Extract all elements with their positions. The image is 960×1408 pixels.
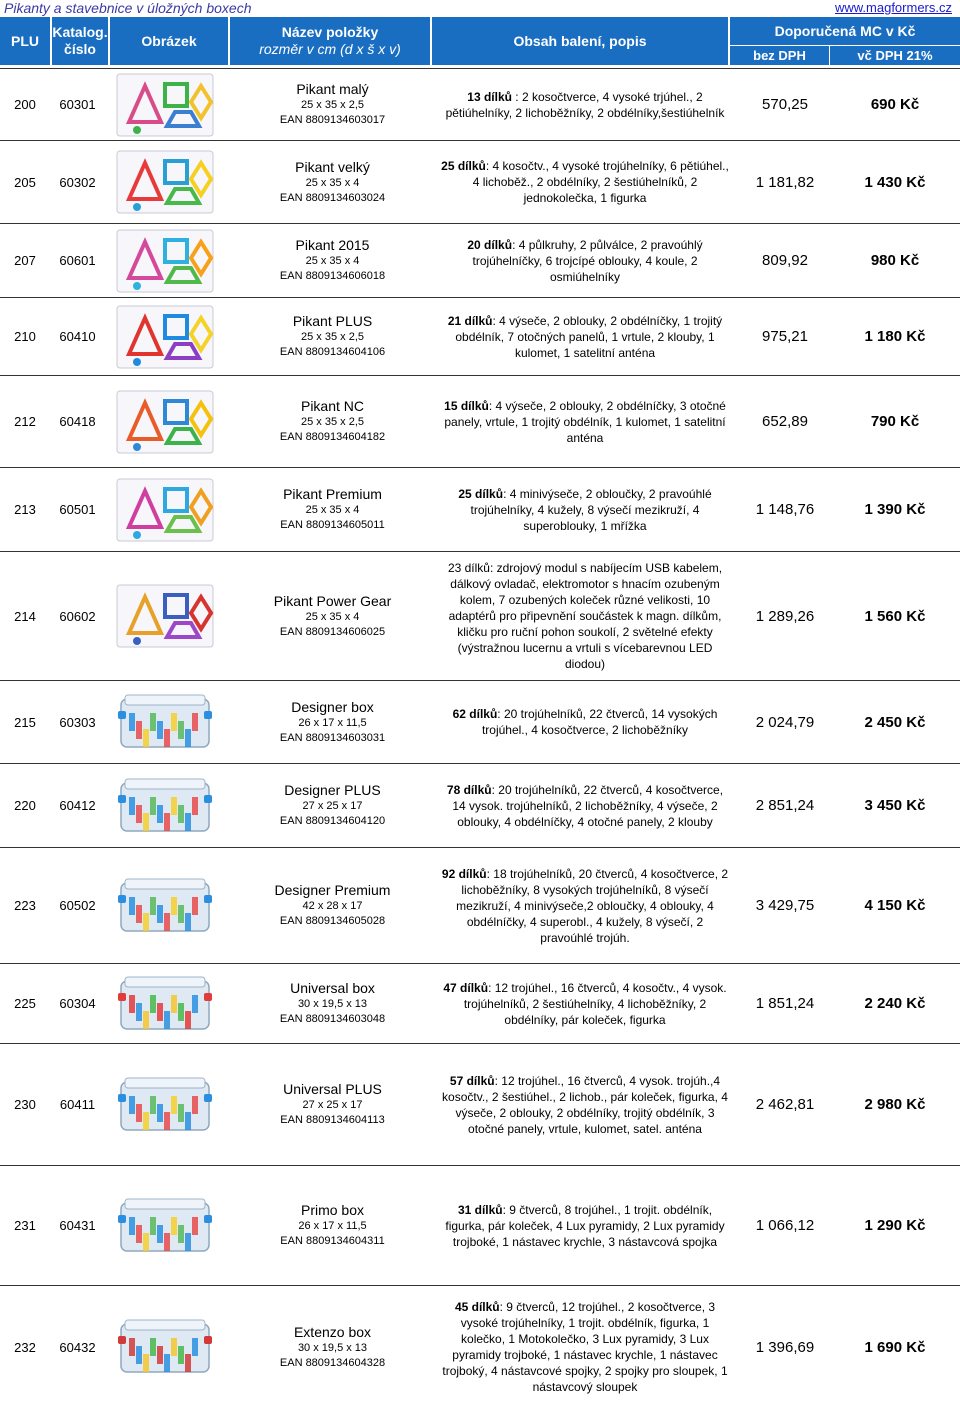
catalog-number-cell: 60303 (59, 714, 96, 730)
product-dimensions: 25 x 35 x 2,5 (301, 99, 364, 111)
product-image-cell (110, 298, 220, 375)
catalog-number-cell: 60432 (59, 1339, 96, 1355)
product-ean: EAN 8809134603031 (279, 731, 386, 744)
col-header-katalog: Katalog. číslo (52, 17, 108, 65)
product-image-cell (110, 764, 220, 847)
price-with-vat: 1 180 Kč (864, 328, 926, 345)
product-ean: EAN 8809134604113 (280, 1114, 385, 1126)
plu-cell: 214 (14, 608, 36, 624)
package-contents-cell (435, 298, 735, 375)
price-with-vat: 1 430 Kč (864, 173, 926, 191)
product-image-cell (110, 681, 220, 763)
product-dimensions: 27 x 25 x 17 (302, 800, 363, 812)
contents-text: : 4 minivýseče, 2 obloučky, 2 pravoúhlé trojúhelníky, 4 kužely, 8 výsečí mezikruží, 4 superoblouky, 1 mřížka (470, 486, 712, 533)
product-dimensions: 25 x 35 x 4 (305, 255, 360, 267)
product-image-cell (110, 1166, 220, 1285)
package-contents-cell (435, 681, 735, 763)
product-name: Pikant velký (295, 158, 370, 175)
price-without-vat: 1 289,26 (755, 607, 815, 625)
price-without-vat: 809,92 (762, 252, 808, 269)
table-row (0, 467, 960, 551)
product-name: Extenzo box (293, 1323, 372, 1340)
product-ean: EAN 8809134606018 (279, 270, 386, 282)
price-with-vat: 690 Kč (870, 96, 920, 113)
product-image-cell (110, 552, 220, 680)
piece-count: 25 dílků (458, 486, 504, 501)
table-row (0, 963, 960, 1043)
piece-count: 15 dílků (444, 398, 489, 413)
col-header-image: Obrázek (110, 17, 228, 65)
price-with-vat: 4 150 Kč (864, 897, 926, 914)
package-contents (439, 866, 731, 946)
product-image (115, 873, 215, 939)
package-contents-cell (435, 224, 735, 297)
piece-count: 25 dílků (441, 159, 486, 173)
product-name: Pikant NC (300, 398, 365, 414)
table-row (0, 551, 960, 680)
product-image (115, 389, 215, 455)
piece-count: 62 dílků (452, 707, 498, 721)
product-ean: EAN 8809134603017 (279, 114, 386, 126)
table-row (0, 297, 960, 375)
catalog-number-cell: 60301 (59, 97, 96, 112)
package-contents (439, 980, 731, 1028)
table-row (0, 1285, 960, 1408)
catalog-number-cell: 60411 (59, 1097, 96, 1112)
package-contents (439, 89, 731, 121)
package-contents-cell (435, 552, 735, 680)
piece-count: 78 dílků (446, 782, 492, 797)
price-with-vat: 980 Kč (870, 252, 920, 269)
product-image (115, 72, 215, 138)
contents-text: : 4 výseče, 2 oblouky, 2 obdélníčky, 3 otočné panely, vrtule, 1 trojitý obdélník, 1 kulomet, 1 satelitní anténa (444, 398, 726, 445)
price-without-vat: 1 851,24 (755, 995, 815, 1012)
package-contents-cell (435, 141, 735, 223)
product-dimensions: 25 x 35 x 2,5 (301, 331, 364, 343)
package-contents (439, 1073, 731, 1137)
piece-count: 20 dílků (467, 237, 513, 252)
product-image (115, 583, 215, 649)
table-row (0, 1043, 960, 1165)
product-name: Universal box (290, 980, 375, 996)
plu-cell: 205 (14, 174, 36, 190)
table-row (0, 140, 960, 223)
price-with-vat: 1 560 Kč (864, 607, 926, 625)
product-dimensions: 25 x 35 x 4 (305, 610, 360, 623)
table-row (0, 763, 960, 847)
plu-cell: 213 (14, 502, 36, 517)
plu-cell: 231 (14, 1218, 36, 1233)
price-without-vat: 1 148,76 (755, 501, 815, 518)
col-header-bez: bez DPH (730, 45, 830, 65)
table-row (0, 375, 960, 467)
package-contents-cell (435, 848, 735, 963)
contents-text: : 20 trojúhelníků, 22 čtverců, 14 vysokých trojúhel., 4 kosočtverce, 2 lichoběžníky (481, 707, 718, 737)
product-image-cell (110, 1286, 220, 1408)
product-name-cell (240, 141, 425, 223)
price-without-vat: 1 181,82 (755, 173, 815, 191)
product-image (115, 773, 215, 839)
package-contents (439, 398, 731, 446)
plu-cell: 207 (14, 253, 36, 268)
product-ean: EAN 8809134603048 (279, 1013, 386, 1025)
product-name-cell (240, 69, 425, 140)
price-without-vat: 3 429,75 (755, 897, 815, 914)
catalog-number-cell: 60410 (59, 329, 96, 344)
product-name-cell (240, 681, 425, 763)
product-ean: EAN 8809134604311 (280, 1235, 385, 1247)
product-dimensions: 25 x 35 x 2,5 (301, 416, 364, 428)
table-row (0, 223, 960, 297)
catalog-number-cell: 60431 (59, 1218, 96, 1233)
plu-cell: 232 (14, 1339, 36, 1355)
product-name-cell (240, 552, 425, 680)
product-dimensions: 25 x 35 x 4 (305, 504, 360, 516)
contents-text: : 9 čtverců, 8 trojúhel., 1 trojit. obdélník, figurka, pár koleček, 4 Lux pyramidy, 2 Lux pyramidy trojboké, 1 nástavec krychle, 3 nástavcová spojka (445, 1202, 725, 1249)
col-header-price (730, 17, 960, 65)
product-name-cell (240, 1286, 425, 1408)
product-image (115, 477, 215, 543)
package-contents-cell (435, 1044, 735, 1165)
price-with-vat: 1 390 Kč (864, 501, 926, 518)
package-contents (439, 158, 731, 206)
product-name: Primo box (300, 1202, 365, 1218)
plu-cell: 220 (14, 798, 36, 813)
plu-cell: 223 (14, 898, 36, 913)
catalog-number-cell: 60602 (59, 608, 96, 624)
product-dimensions: 26 x 17 x 11,5 (298, 716, 367, 729)
col-header-name: Název položky rozměr v cm (d x š x v) (230, 17, 430, 65)
product-name-cell (240, 468, 425, 551)
price-with-vat: 1 690 Kč (864, 1338, 926, 1356)
catalog-number-cell: 60304 (59, 996, 96, 1011)
table-row (0, 1165, 960, 1285)
contents-text: 23 dílků: zdrojový modul s nabíjecím USB kabelem, dálkový ovladač, elektromotor s hnacím ozubeným kolem, 7 ozubených koleček různé velikosti, 10 adaptérů pro připevnění součástek k magn. dílkům, kličku pro ruční pohon soukolí, 2 světelné efekty (výstražnou lucernu a vrtuli s vícebarevnou LED diodou) (447, 561, 723, 671)
product-image-cell (110, 468, 220, 551)
product-ean: EAN 8809134604106 (279, 346, 386, 358)
price-with-vat: 2 240 Kč (864, 995, 926, 1012)
piece-count: 92 dílků (441, 866, 487, 881)
catalog-number-cell: 60502 (59, 898, 96, 913)
package-contents (439, 782, 731, 830)
product-name: Pikant Premium (283, 486, 382, 502)
product-image-cell (110, 69, 220, 140)
top-bar (0, 0, 960, 16)
table-row (0, 847, 960, 963)
package-contents (439, 1299, 731, 1395)
product-image (115, 971, 215, 1037)
product-name: Pikant PLUS (292, 313, 373, 329)
piece-count: 31 dílků (457, 1202, 503, 1217)
product-image (115, 1072, 215, 1138)
contents-text: : 20 trojúhelníků, 22 čtverců, 4 kosočtverce, 14 vysok. trojúhelníků, 2 lichoběžníky, 4 výseče, 2 oblouky, 4 obdélníčky, 4 otočné panely, 2 klouby (452, 782, 724, 829)
plu-cell: 212 (14, 414, 36, 429)
catalog-number-cell: 60418 (59, 414, 96, 429)
contents-text: : 18 trojúhelníků, 20 čtverců, 4 kosočtverce, 2 lichoběžníky, 8 vysokých trojúhelníků, 8 výsečí mezikruží, 4 minivýseče,2 obloučky, 4 oblouky, 4 obdélníčky, 4 superobl., 4 kužely, 8 výsečí, 2 pravoúhlé trojúh. (456, 866, 729, 945)
contents-text: : 4 výseče, 2 oblouky, 2 obdélníčky, 1 trojitý obdélník, 7 otočných panelů, 1 vrtule, 2 klouby, 1 kulomet, 1 satelitní anténa (455, 313, 723, 360)
package-contents (439, 560, 731, 672)
package-contents (439, 1202, 731, 1250)
table-row (0, 68, 960, 140)
package-contents-cell (435, 69, 735, 140)
piece-count: 47 dílků (443, 980, 489, 995)
price-with-vat: 790 Kč (870, 413, 920, 430)
price-with-vat: 1 290 Kč (864, 1217, 926, 1234)
product-name-cell (240, 1044, 425, 1165)
price-without-vat: 570,25 (762, 96, 808, 113)
price-without-vat: 1 066,12 (755, 1217, 815, 1234)
piece-count: 21 dílků (447, 313, 493, 328)
contents-text: : 2 kosočtverce, 4 vysoké trjúhel., 2 pětiúhelníky, 2 lichoběžníky, 2 obdélníky,šestiúhelník (445, 89, 725, 120)
contents-text: : 4 půlkruhy, 2 půlválce, 2 pravoúhlý trojúhelníčky, 6 trojcípé oblouky, 4 koule, 2 osmiúhelníky (472, 237, 703, 284)
product-dimensions: 26 x 17 x 11,5 (298, 1220, 367, 1232)
table-row (0, 680, 960, 763)
product-image (115, 689, 215, 755)
catalog-number-cell: 60302 (59, 174, 96, 190)
price-with-vat: 2 450 Kč (864, 713, 926, 731)
package-contents-cell (435, 1166, 735, 1285)
product-ean: EAN 8809134604182 (279, 431, 386, 443)
product-name: Designer Premium (274, 882, 391, 898)
catalog-number-cell: 60501 (59, 502, 96, 517)
price-without-vat: 975,21 (762, 328, 808, 345)
product-ean: EAN 8809134604328 (279, 1356, 386, 1369)
price-without-vat: 2 024,79 (755, 713, 815, 731)
product-dimensions: 25 x 35 x 4 (305, 176, 360, 189)
package-contents-cell (435, 376, 735, 467)
plu-cell: 200 (14, 97, 36, 112)
price-without-vat: 2 462,81 (755, 1096, 815, 1113)
contents-text: : 9 čtverců, 12 trojúhel., 2 kosočtverce, 3 vysoké trojúhelníky, 1 trojit. obdélník, figurka, 1 kolečko, 1 Motokolečko, 3 Lux pyramidy, 3 Lux pyramidy trojboké, 1 nástavec krychle, 1 nástavec trojboký, 4 nástavcové spojky, 2 spojky pro sloupek, 1 nástavcový sloupek (442, 1300, 728, 1394)
col-header-plu: PLU (0, 17, 50, 65)
price-without-vat: 1 396,69 (755, 1338, 815, 1356)
product-image (115, 304, 215, 370)
product-name-cell (240, 764, 425, 847)
piece-count: 57 dílků (449, 1073, 495, 1088)
price-without-vat: 2 851,24 (755, 797, 815, 814)
document-title: Pikanty a stavebnice v úložných boxech (4, 0, 252, 16)
catalog-number-cell: 60601 (59, 253, 96, 268)
plu-cell: 230 (14, 1097, 36, 1112)
product-ean: EAN 8809134604120 (279, 815, 386, 827)
contents-text: : 12 trojúhel., 16 čtverců, 4 kosočtv., 4 vysok. trojúhelníků, 2 šestiúhelníky, 4 lichoběžníky, 2 obdélníky, pár koleček, figurka (463, 980, 727, 1027)
package-contents (439, 486, 731, 534)
product-ean: EAN 8809134605011 (280, 519, 385, 531)
product-dimensions: 27 x 25 x 17 (302, 1099, 363, 1111)
package-contents-cell (435, 764, 735, 847)
product-name-cell (240, 224, 425, 297)
product-image-cell (110, 224, 220, 297)
col-header-desc: Obsah balení, popis (432, 17, 728, 65)
product-image-cell (110, 376, 220, 467)
product-name: Pikant Power Gear (273, 592, 392, 609)
package-contents-cell (435, 468, 735, 551)
product-name-cell (240, 964, 425, 1043)
plu-cell: 215 (14, 714, 36, 730)
plu-cell: 225 (14, 996, 36, 1011)
product-image (115, 1314, 215, 1380)
product-name-cell (240, 376, 425, 467)
piece-count: 45 dílků (454, 1300, 500, 1314)
price-with-vat: 2 980 Kč (864, 1096, 926, 1113)
product-name: Designer box (291, 698, 374, 715)
product-image-cell (110, 141, 220, 223)
product-name-cell (240, 848, 425, 963)
product-image-cell (110, 848, 220, 963)
col-header-vc: vč DPH 21% (830, 45, 960, 65)
product-image (115, 1193, 215, 1259)
package-contents-cell (435, 964, 735, 1043)
product-dimensions: 30 x 19,5 x 13 (297, 998, 368, 1010)
product-dimensions: 42 x 28 x 17 (302, 900, 363, 912)
catalog-number-cell: 60412 (59, 798, 96, 813)
product-name: Universal PLUS (283, 1081, 382, 1097)
product-image-cell (110, 964, 220, 1043)
plu-cell: 210 (14, 329, 36, 344)
product-name-cell (240, 1166, 425, 1285)
contents-text: : 4 kosočtv., 4 vysoké trojúhelníky, 6 pětiúhel., 4 lichoběž., 2 obdélníky, 2 šestiúhelníků, 2 jednokolečka, 1 figurka (472, 159, 729, 205)
package-contents-cell (435, 1286, 735, 1408)
product-image (115, 149, 215, 215)
product-dimensions: 30 x 19,5 x 13 (297, 1341, 368, 1354)
package-contents (439, 706, 731, 738)
product-image-cell (110, 1044, 220, 1165)
package-contents (439, 237, 731, 285)
product-ean: EAN 8809134605028 (279, 915, 386, 927)
price-without-vat: 652,89 (762, 413, 808, 430)
product-ean: EAN 8809134603024 (279, 191, 386, 204)
product-name-cell (240, 298, 425, 375)
product-image (115, 228, 215, 294)
package-contents (439, 313, 731, 361)
product-ean: EAN 8809134606025 (279, 625, 386, 638)
contents-text: : 12 trojúhel., 16 čtverců, 4 vysok. trojúh.,4 kosočtv., 2 šestiúhel., 2 lichob., pár koleček, figurka, 4 výseče, 2 oblouky, 2 obdélníky, trojitý obdélník, 3 otočné panely, vrtule, kulomet, satel. anténa (442, 1073, 728, 1136)
price-with-vat: 3 450 Kč (864, 797, 926, 814)
product-name: Pikant 2015 (295, 237, 370, 253)
product-name: Designer PLUS (284, 782, 381, 798)
piece-count: 13 dílků (467, 89, 512, 104)
website-link[interactable]: www.magformers.cz (834, 0, 952, 15)
product-name: Pikant malý (296, 81, 369, 97)
col-header-mc: Doporučená MC v Kč (730, 17, 960, 45)
